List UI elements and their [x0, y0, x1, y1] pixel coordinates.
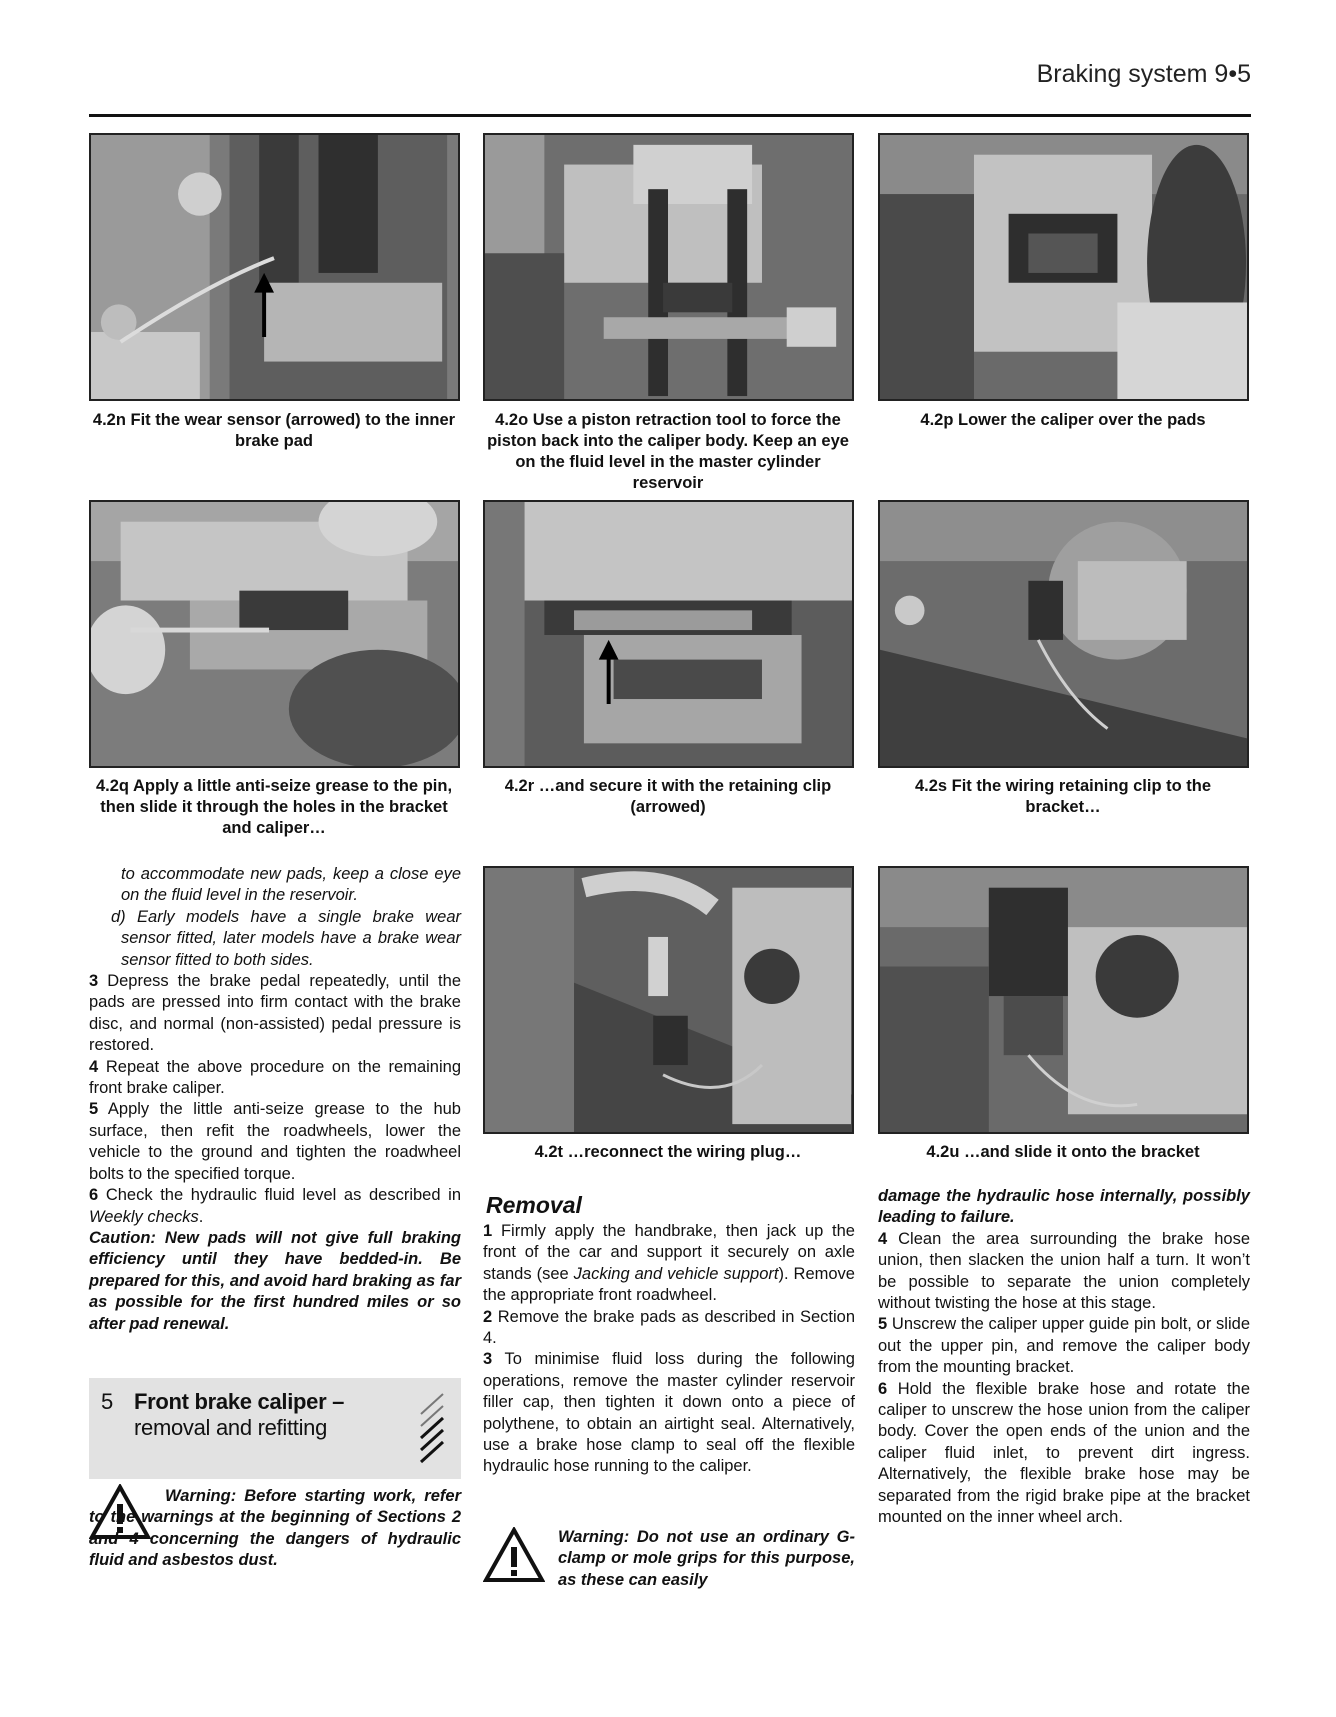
photo-4-2u	[878, 866, 1249, 1134]
photo-4-2s	[878, 500, 1249, 768]
section-number: 5	[101, 1389, 114, 1414]
caption-4-2u: 4.2u …and slide it onto the bracket	[926, 1143, 1200, 1161]
left-column-text	[89, 864, 461, 1335]
step-5: 5 Apply the little anti-seize grease to the hub surface, then refit the roadwheels, lower the vehicle to the ground and tighten the roadwheel bolts to the specified torque.	[89, 1100, 461, 1183]
running-head: Braking system 9•5	[1036, 60, 1251, 88]
page-header	[89, 58, 1251, 117]
step-3: 3 Depress the brake pedal repeatedly, until the pads are pressed into firm contact with the brake disc, and normal (non-assisted) pedal pressure is restored.	[89, 972, 461, 1055]
caption-4-2n: 4.2n Fit the wear sensor (arrowed) to the inner brake pad	[92, 411, 456, 450]
warning-continued: damage the hydraulic hose internally, possibly leading to failure.	[878, 1187, 1250, 1227]
removal-step-2: 2 Remove the brake pads as described in Section 4.	[483, 1307, 855, 1348]
caption-4-2r: 4.2r …and secure it with the retaining clip (arrowed)	[504, 777, 832, 816]
photo-4-2q	[89, 500, 460, 768]
warning-triangle-icon	[483, 1527, 545, 1583]
removal-warning-text: Warning: Do not use an ordinary G-clamp or mole grips for this purpose, as these can easily	[558, 1528, 855, 1589]
photo-4-2o	[483, 133, 854, 401]
caption-4-2o: 4.2o Use a piston retraction tool to force the piston back into the caliper body. Keep an eye on the fluid level in the master cylinder reservoir	[487, 411, 849, 492]
left-warning-text: Warning: Before starting work, refer to the warnings at the beginning of Sections 2 and 4 concerning the dangers of hydraulic fluid and asbestos dust.	[89, 1487, 461, 1570]
continued-text: to accommodate new pads, keep a close eye on the fluid level in the reservoir.	[121, 865, 461, 905]
list-item-d: d) Early models have a single brake wear sensor fitted, later models have a brake wear sensor fitted to both sides.	[111, 907, 461, 969]
caption-4-2p: 4.2p Lower the caliper over the pads	[920, 411, 1206, 429]
right-column-text	[878, 1186, 1250, 1529]
caption-4-2q: 4.2q Apply a little anti-seize grease to the pin, then slide it through the holes in the bracket and caliper…	[95, 777, 453, 837]
step-5-unscrew: 5 Unscrew the caliper upper guide pin bolt, or slide out the upper pin, and remove the caliper body from the mounting bracket.	[878, 1315, 1250, 1377]
section-subtitle: removal and refitting	[134, 1415, 328, 1440]
removal-step-1: 1 Firmly apply the handbrake, then jack up the front of the car and support it securely on axle stands (see Jacking and vehicle support). Remove the appropriate front roadwheel.	[483, 1222, 855, 1305]
caution-note: Caution: New pads will not give full braking efficiency until they have bedded-in. Be prepared for this, and avoid hard braking as far as possible for the first hundred miles or so after pad renewal.	[89, 1228, 461, 1333]
removal-heading: Removal	[486, 1192, 582, 1218]
photo-4-2r	[483, 500, 854, 768]
removal-step-3: 3 To minimise fluid loss during the following operations, remove the master cylinder reservoir filler cap, then tighten it down onto a piece of polythene, to obtain an airtight seal. Alternatively, use a brake hose clamp to seal off the flexible hydraulic hose running to the caliper.	[483, 1350, 855, 1476]
caption-4-2t: 4.2t …reconnect the wiring plug…	[534, 1143, 802, 1161]
photo-4-2p	[878, 133, 1249, 401]
step-6: 6 Check the hydraulic fluid level as described in Weekly checks.	[89, 1186, 461, 1226]
caption-4-2s: 4.2s Fit the wiring retaining clip to the bracket…	[914, 777, 1212, 816]
photo-4-2t	[483, 866, 854, 1134]
step-4: 4 Repeat the above procedure on the remaining front brake caliper.	[89, 1057, 461, 1098]
removal-text	[483, 1221, 855, 1478]
section-heading-box	[89, 1378, 461, 1479]
photo-4-2n	[89, 133, 460, 401]
step-6-hold: 6 Hold the flexible brake hose and rotate the caliper to unscrew the hose union from the caliper body. Cover the open ends of the union and the caliper fluid inlet, to prevent dirt ingress. Alternatively, the flexible brake hose may be separated from the rigid brake pipe at the bracket mounted on the inner wheel arch.	[878, 1379, 1250, 1527]
step-4-clean: 4 Clean the area surrounding the brake hose union, then slacken the union half a turn. It won’t be possible to separate the union completely without twisting the hose at this stage.	[878, 1229, 1250, 1313]
difficulty-spanner-icon	[417, 1392, 447, 1468]
section-title: Front brake caliper –	[134, 1389, 345, 1414]
